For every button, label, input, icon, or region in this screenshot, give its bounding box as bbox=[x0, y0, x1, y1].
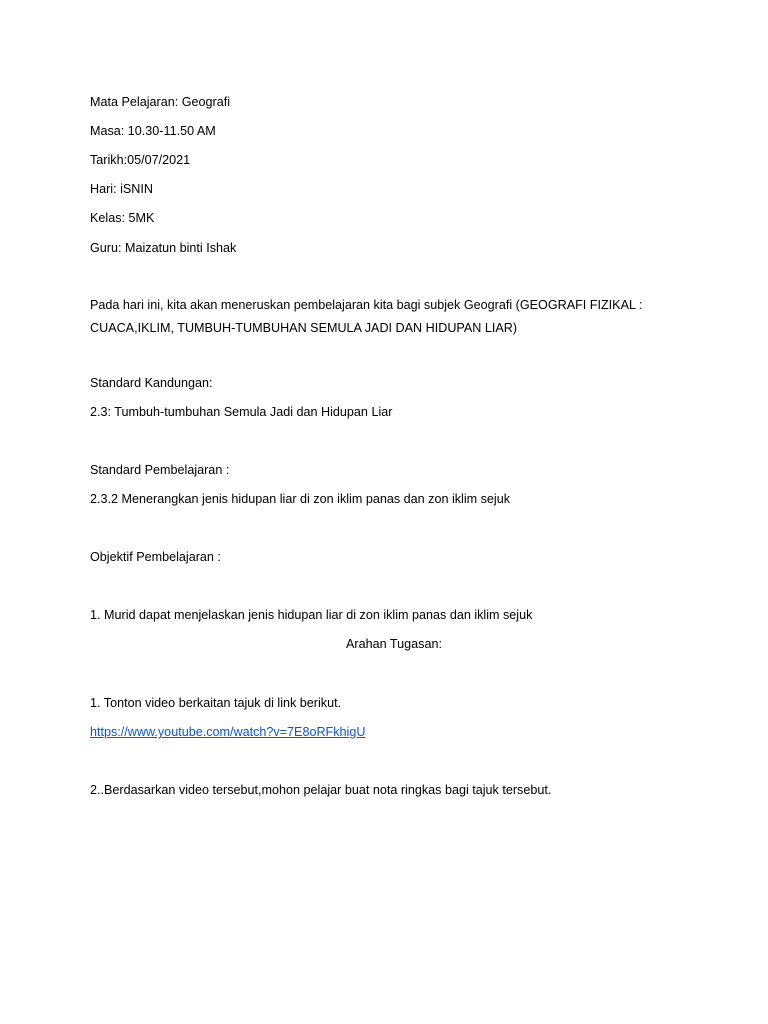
task-step-2: 2..Berdasarkan video tersebut,mohon pelajar buat nota ringkas bagi tajuk tersebut. bbox=[90, 783, 552, 797]
youtube-link[interactable]: https://www.youtube.com/watch?v=7E8oRFkhigU bbox=[90, 725, 366, 739]
content-standard-label: Standard Kandungan: bbox=[90, 376, 213, 390]
teacher-line: Guru: Maizatun binti Ishak bbox=[90, 241, 237, 255]
date-line: Tarikh:05/07/2021 bbox=[90, 153, 191, 167]
intro-paragraph: Pada hari ini, kita akan meneruskan pembelajaran kita bagi subjek Geografi (GEOGRAFI FIZIKAL : CUACA,IKLIM, TUMBUH-TUMBUHAN SEMULA JADI DAN HIDUPAN LIAR) bbox=[90, 298, 643, 335]
objective-label: Objektif Pembelajaran : bbox=[90, 550, 221, 564]
learning-standard-value: 2.3.2 Menerangkan jenis hidupan liar di zon iklim panas dan zon iklim sejuk bbox=[90, 492, 511, 506]
subject-line: Mata Pelajaran: Geografi bbox=[90, 95, 231, 109]
objective-item: 1. Murid dapat menjelaskan jenis hidupan liar di zon iklim panas dan iklim sejuk bbox=[90, 608, 533, 622]
task-heading: Arahan Tugasan: bbox=[346, 637, 442, 651]
time-line: Masa: 10.30-11.50 AM bbox=[90, 124, 216, 138]
task-step-1: 1. Tonton video berkaitan tajuk di link berikut. bbox=[90, 696, 342, 710]
learning-standard-label: Standard Pembelajaran : bbox=[90, 463, 230, 477]
content-standard-value: 2.3: Tumbuh-tumbuhan Semula Jadi dan Hidupan Liar bbox=[90, 405, 393, 419]
day-line: Hari: iSNIN bbox=[90, 182, 153, 196]
class-line: Kelas: 5MK bbox=[90, 211, 155, 225]
